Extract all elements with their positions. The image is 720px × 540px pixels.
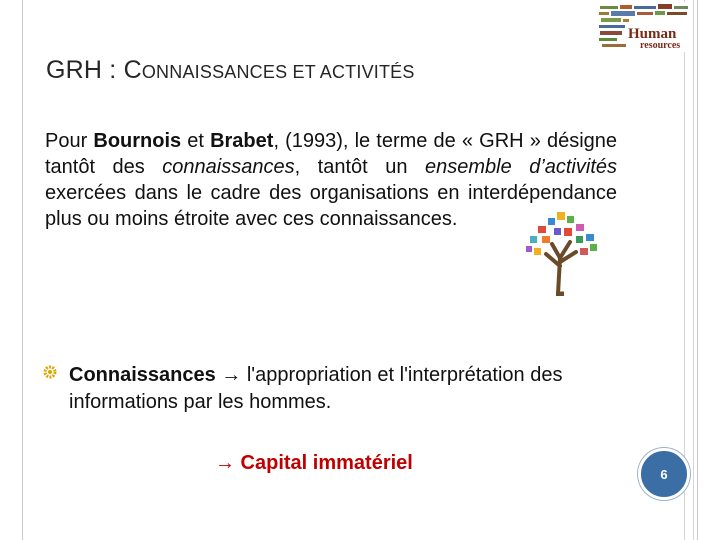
para-text-5: exercées dans le cadre des organisations en interdépendance plus ou moins étroite avec ces connaissances.: [45, 182, 617, 230]
page-number-badge: 6: [638, 448, 690, 500]
bullet-text: [69, 362, 649, 416]
title-smallcaps: ONNAISSANCES ET ACTIVITÉS: [141, 62, 415, 82]
para-text-4: , tantôt un: [294, 156, 425, 178]
para-text-2: et: [181, 130, 211, 152]
para-text-1: Pour: [45, 130, 94, 152]
bullet-definition: → l'appropriation et l'interprétation des informations par les hommes.: [69, 364, 563, 413]
term-connaissances: connaissances: [162, 156, 295, 178]
tree-illustration: [500, 196, 624, 296]
slide-title: [46, 56, 415, 85]
logo-text-resources: resources: [640, 40, 681, 51]
gear-bullet-icon: [43, 365, 57, 379]
term-ensemble-activites: ensemble d’activités: [424, 156, 618, 178]
para-text-3: , (1993), le terme de « GRH » désigne tantôt des: [45, 130, 617, 178]
author-brabet: Brabet: [210, 130, 274, 152]
logo-text-human: Human: [628, 26, 677, 42]
bullet-term: Connaissances: [69, 364, 216, 386]
capital-immateriel-callout: → Capital immatériel: [215, 452, 413, 474]
author-bournois: Bournois: [93, 130, 182, 152]
title-prefix: GRH : C: [46, 56, 142, 84]
